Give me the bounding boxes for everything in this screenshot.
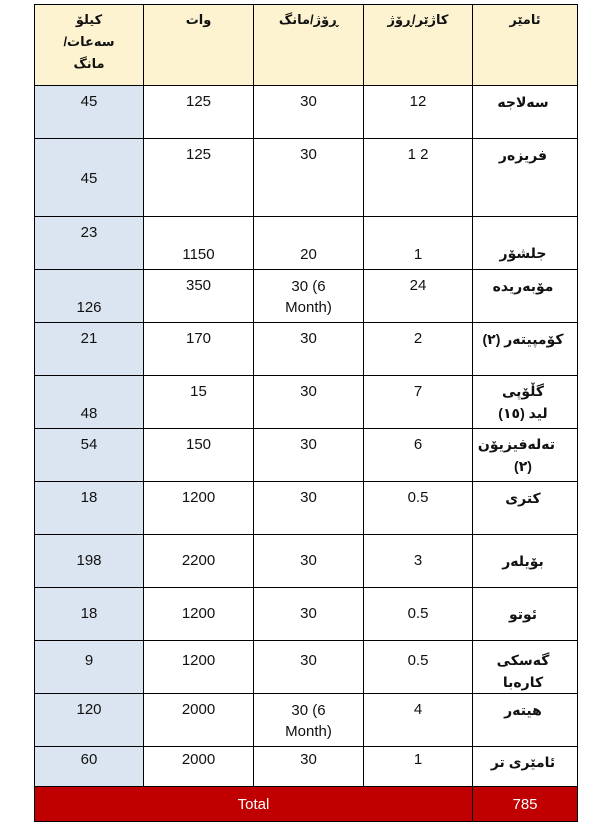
device-cell: کۆمپیتەر (٢): [473, 323, 578, 376]
days-cell: 30 (6 Month): [254, 694, 364, 747]
days-cell: 30: [254, 139, 364, 217]
days-cell: 30: [254, 747, 364, 787]
device-cell: هیتەر: [473, 694, 578, 747]
device-cell: تەلەفیزیۆن (٢): [473, 429, 578, 482]
days-cell: 30: [254, 86, 364, 139]
kwh-cell: 45: [35, 86, 144, 139]
hours-cell: 2: [364, 323, 473, 376]
device-cell: گڵۆپی لید (١٥): [473, 376, 578, 429]
days-cell: 20: [254, 217, 364, 270]
days-cell: 30 (6 Month): [254, 270, 364, 323]
table-row: [35, 482, 578, 535]
kwh-cell: 54: [35, 429, 144, 482]
device-cell: گەسکی کارەبا: [473, 641, 578, 694]
hours-cell: 24: [364, 270, 473, 323]
days-cell: 30: [254, 535, 364, 588]
total-row: [35, 787, 578, 822]
watt-cell: 2000: [144, 694, 254, 747]
hours-cell: 3: [364, 535, 473, 588]
device-cell: سەلاجە: [473, 86, 578, 139]
kwh-cell: 60: [35, 747, 144, 787]
table-row: [35, 588, 578, 641]
header-watt: وات: [144, 5, 254, 86]
kwh-cell: 48: [35, 376, 144, 429]
total-value: 785: [473, 787, 578, 822]
kwh-cell: 18: [35, 482, 144, 535]
hours-cell: 0.5: [364, 482, 473, 535]
device-cell: ئامێری تر: [473, 747, 578, 787]
device-cell: ئوتو: [473, 588, 578, 641]
watt-cell: 350: [144, 270, 254, 323]
header-kwh: کیلۆ سەعات/مانگ: [35, 5, 144, 86]
watt-cell: 1200: [144, 482, 254, 535]
table-row: [35, 694, 578, 747]
watt-cell: 1200: [144, 588, 254, 641]
hours-cell: 1: [364, 217, 473, 270]
table-row: [35, 747, 578, 787]
table-row: [35, 376, 578, 429]
device-cell: بۆیلەر: [473, 535, 578, 588]
header-device: ئامێر: [473, 5, 578, 86]
hours-cell: 0.5: [364, 641, 473, 694]
kwh-cell: 23: [35, 217, 144, 270]
device-cell: کتری: [473, 482, 578, 535]
kwh-cell: 9: [35, 641, 144, 694]
watt-cell: 2000: [144, 747, 254, 787]
kwh-cell: 21: [35, 323, 144, 376]
table-row: [35, 535, 578, 588]
table-row: [35, 429, 578, 482]
hours-cell: 1 2: [364, 139, 473, 217]
device-cell: مۆبەریدە: [473, 270, 578, 323]
table-row: [35, 641, 578, 694]
days-cell: 30: [254, 482, 364, 535]
kwh-cell: 126: [35, 270, 144, 323]
header-row: [35, 5, 578, 86]
hours-cell: 1: [364, 747, 473, 787]
watt-cell: 125: [144, 86, 254, 139]
watt-cell: 125: [144, 139, 254, 217]
hours-cell: 7: [364, 376, 473, 429]
watt-cell: 150: [144, 429, 254, 482]
hours-cell: 0.5: [364, 588, 473, 641]
watt-cell: 1200: [144, 641, 254, 694]
days-cell: 30: [254, 641, 364, 694]
kwh-cell: 45: [35, 139, 144, 217]
header-days: ڕۆژ/مانگ: [254, 5, 364, 86]
table-row: [35, 323, 578, 376]
hours-cell: 4: [364, 694, 473, 747]
hours-cell: 12: [364, 86, 473, 139]
kwh-cell: 18: [35, 588, 144, 641]
days-cell: 30: [254, 376, 364, 429]
table-row: [35, 217, 578, 270]
watt-cell: 170: [144, 323, 254, 376]
kwh-cell: 198: [35, 535, 144, 588]
kwh-cell: 120: [35, 694, 144, 747]
days-cell: 30: [254, 429, 364, 482]
days-cell: 30: [254, 588, 364, 641]
table-row: [35, 270, 578, 323]
total-label: Total: [35, 787, 473, 822]
energy-consumption-table: [34, 4, 578, 822]
device-cell: جلشۆر: [473, 217, 578, 270]
hours-cell: 6: [364, 429, 473, 482]
header-hours: کاژێر/ڕۆژ: [364, 5, 473, 86]
watt-cell: 15: [144, 376, 254, 429]
watt-cell: 2200: [144, 535, 254, 588]
days-cell: 30: [254, 323, 364, 376]
watt-cell: 1150: [144, 217, 254, 270]
table-row: [35, 86, 578, 139]
table-row: [35, 139, 578, 217]
device-cell: فریزەر: [473, 139, 578, 217]
